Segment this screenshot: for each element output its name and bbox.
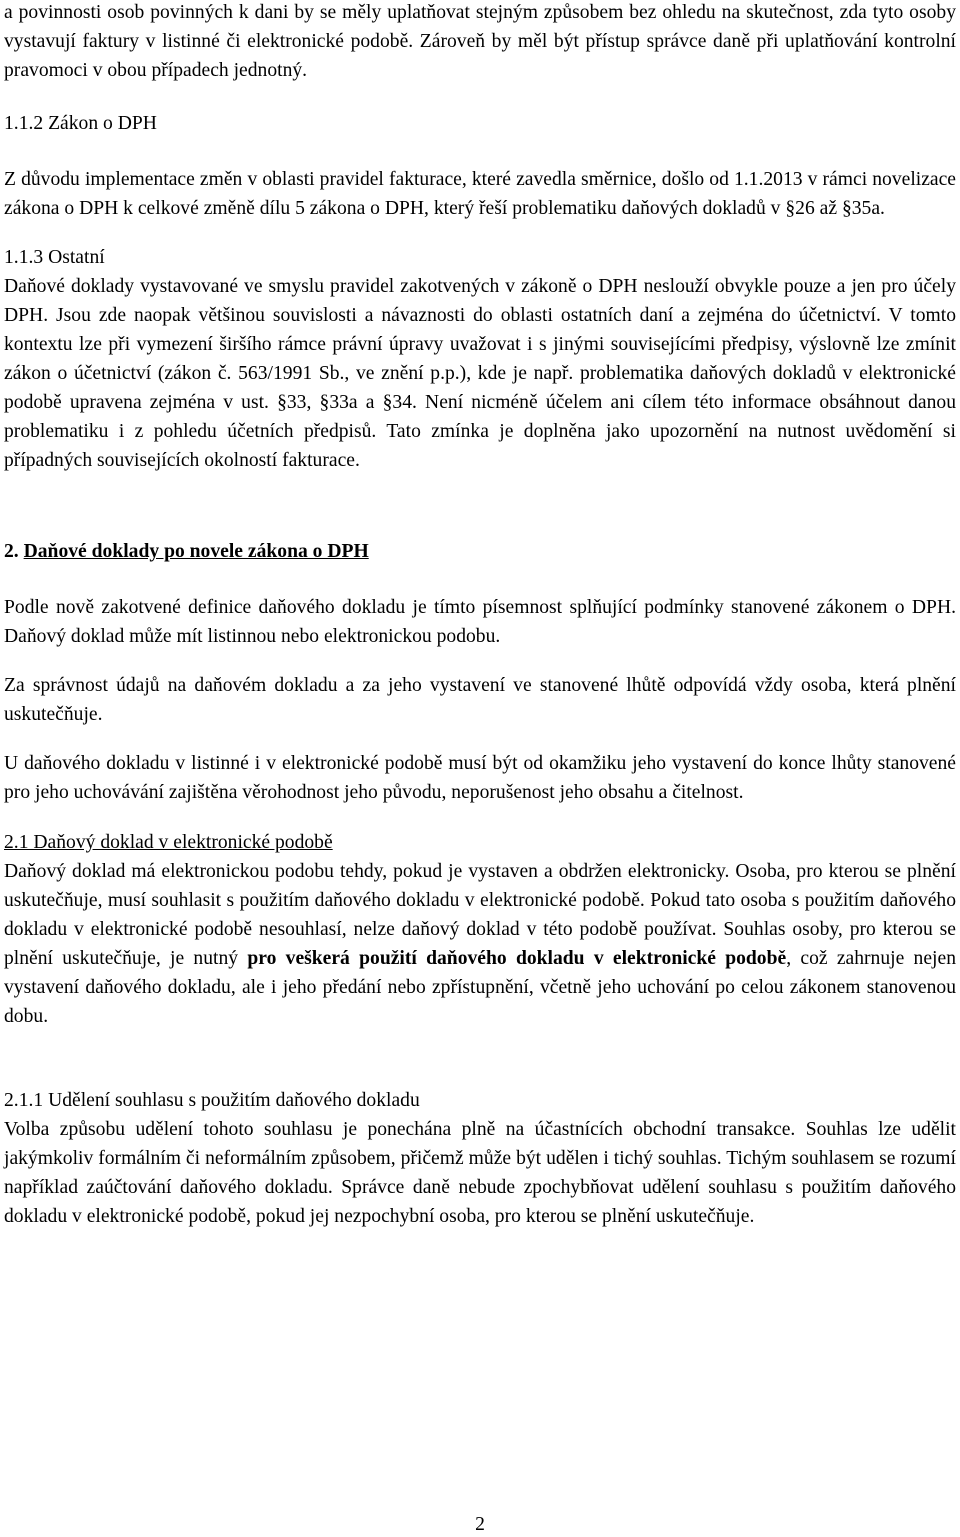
page-number: 2 [475,1514,485,1535]
intro-paragraph: a povinnosti osob povinných k dani by se měly uplatňovat stejným způsobem bez ohledu na skutečnost, zda tyto osoby vystavují faktury v listinné či elektronické podobě. Zároveň by měl být přístup správce daně při uplatňování kontrolní pravomoci v obou případech jednotný. [4,2,956,82]
chapter-2-paragraph-1: Podle nově zakotvené definice daňového dokladu je tímto písemnost splňující podmínky stanovené zákonem o DPH. Daňový doklad může mít listinnou nebo elektronickou podobu. [4,597,956,648]
chapter-title: Daňové doklady po novele zákona o DPH [23,541,369,563]
chapter-heading-2 [4,537,956,566]
section-1-1-2-paragraph: Z důvodu implementace změn v oblasti pravidel fakturace, které zavedla směrnice, došlo od 1.1.2013 v rámci novelizace zákona o DPH k celkové změně dílu 5 zákona o DPH, který řeší problematiku daňových dokladů v §26 až §35a. [4,169,956,220]
section-heading-1-1-3: 1.1.3 Ostatní [4,246,105,268]
document-page [4,0,956,1231]
section-2-1-1-paragraph: Volba způsobu udělení tohoto souhlasu je ponechána plně na účastnících obchodní transakce. Souhlas lze udělit jakýmkoliv formálním či neformálním způsobem, přičemž může být udělen i tichý souhlas. Tichým souhlasem se rozumí například zaúčtování daňového dokladu. Správce daně nebude zpochybňovat udělení souhlasu s použitím daňového dokladu v elektronické podobě, pokud jej nezpochybní osoba, pro kterou se plnění uskutečňuje. [4,1118,956,1227]
section-2-1-text-end: , což zahrnuje nejen vystavení daňového dokladu, ale i jeho předání nebo zpřístupnění, včetně jeho uchování po celou zákonem stanovenou dobu. [4,948,956,1028]
chapter-number: 2. [4,541,19,563]
section-2-1-text-bold: pro veškerá použití daňového dokladu v elektronické podobě [247,948,787,970]
section-2-1-paragraph [4,857,956,1032]
section-heading-2-1-1: 2.1.1 Udělení souhlasu s použitím daňového dokladu [4,1089,420,1111]
section-heading-1-1-2: 1.1.2 Zákon o DPH [4,113,157,135]
chapter-2-paragraph-2: Za správnost údajů na daňovém dokladu a za jeho vystavení ve stanovené lhůtě odpovídá vždy osoba, která plnění uskutečňuje. [4,674,956,725]
chapter-2-paragraph-3: U daňového dokladu v listinné i v elektronické podobě musí být od okamžiku jeho vystavení do konce lhůty stanovené pro jeho uchovávání zajištěna věrohodnost jeho původu, neporušenost jeho obsahu a čitelnost. [4,752,956,803]
section-1-1-3-paragraph: Daňové doklady vystavované ve smyslu pravidel zakotvených v zákoně o DPH neslouží obvykle pouze a jen pro účely DPH. Jsou zde naopak většinou souvislosti a návaznosti do oblasti ostatních daní a zejména do účetnictví. V tomto kontextu lze při vymezení širšího rámce právní úpravy uvažovat i s jinými souvisejícími předpisy, výslovně lze zmínit zákon o účetnictví (zákon č. 563/1991 Sb., ve znění p.p.), kde je např. problematika daňových dokladů v elektronické podobě upravena zejména v ust. §33, §33a a §34. Není nicméně účelem ani cílem této informace obsáhnout danou problematiku i z pohledu účetních předpisů. Tato zmínka je doplněna jako upozornění na nutnost uvědomění si případných souvisejících okolností fakturace. [4,275,956,472]
section-2-1-text-start: Daňový doklad má elektronickou podobu tehdy, pokud je vystaven a obdržen elektronicky. Osoba, pro kterou se plnění uskutečňuje, musí souhlasit s použitím daňového dokladu v elektronické podobě. Pokud tato osoba s použitím daňového dokladu v elektronické podobě nesouhlasí, nelze daňový doklad v této podobě používat. Souhlas osoby, pro kterou se plnění uskutečňuje, je nutný [4,860,956,970]
section-heading-2-1: 2.1 Daňový doklad v elektronické podobě [4,831,333,853]
